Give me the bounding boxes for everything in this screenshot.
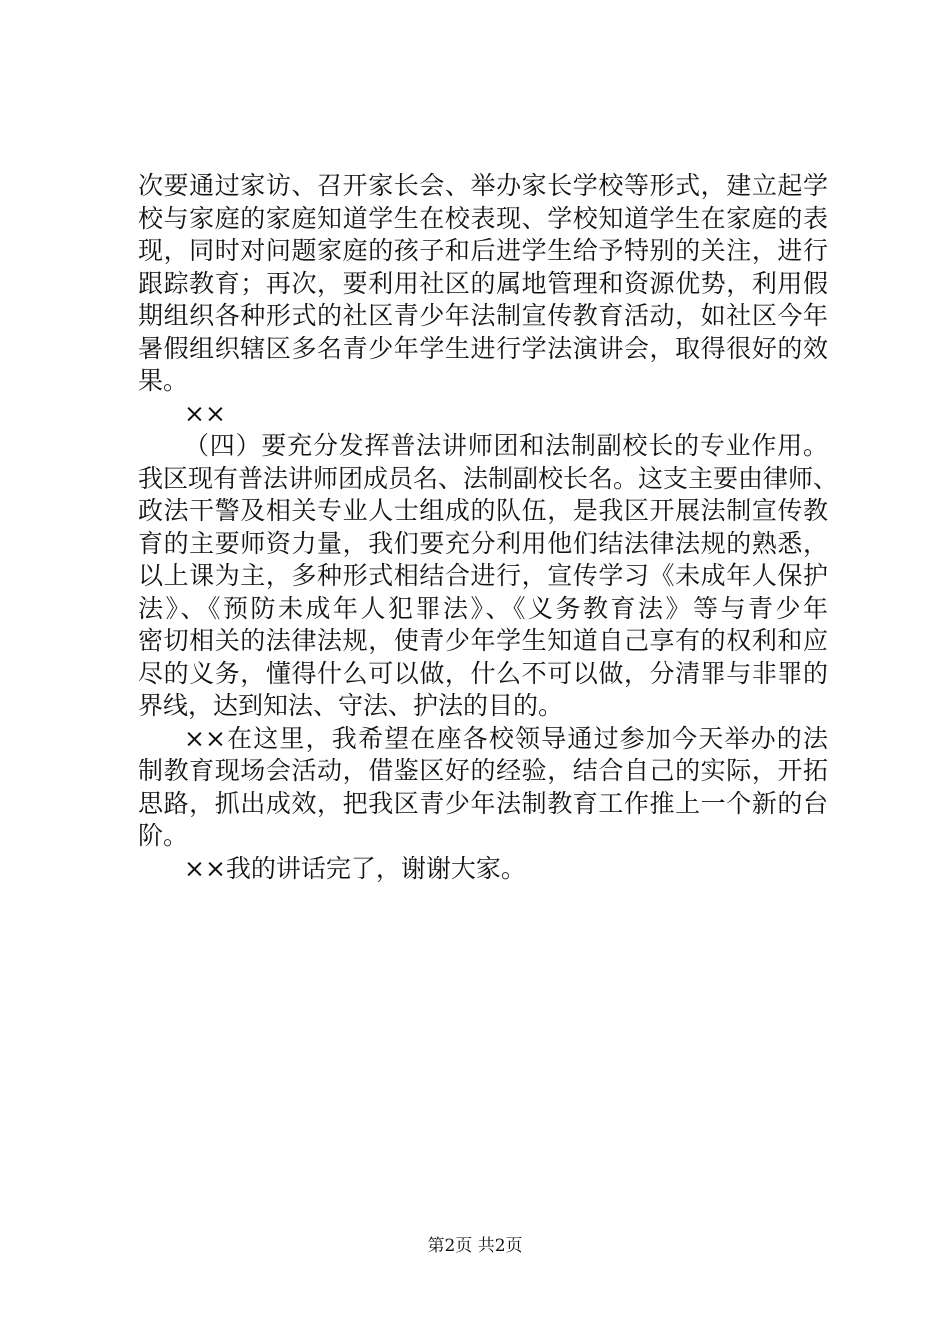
text-line: 果。 xyxy=(138,366,189,395)
text-line: 界线，达到知法、守法、护法的目的。 xyxy=(138,691,564,720)
text-line: 法》、《预防未成年人犯罪法》、《义务教育法》等与青少年 xyxy=(138,593,828,623)
text-line: 跟踪教育；再次，要利用社区的属地管理和资源优势，利用假 xyxy=(138,268,828,298)
text-line: 阶。 xyxy=(138,821,189,850)
text-line: 次要通过家访、召开家长会、举办家长学校等形式，建立起学 xyxy=(138,171,828,200)
text-line: 政法干警及相关专业人士组成的队伍，是我区开展法制宣传教 xyxy=(138,496,828,525)
text-line: 制教育现场会活动，借鉴区好的经验，结合自己的实际，开拓 xyxy=(138,756,828,785)
text-line: ××我的讲话完了，谢谢大家。 xyxy=(184,853,526,883)
text-line: 期组织各种形式的社区青少年法制宣传教育活动，如社区今年 xyxy=(138,301,828,330)
page-footer: 第2页 共2页 xyxy=(427,1236,523,1256)
text-line: 我区现有普法讲师团成员名、法制副校长名。这支主要由律师、 xyxy=(138,463,839,493)
text-line: 以上课为主，多种形式相结合进行，宣传学习《未成年人保护 xyxy=(138,561,828,590)
text-line: 暑假组织辖区多名青少年学生进行学法演讲会，取得很好的效 xyxy=(138,333,828,363)
text-line: （四）要充分发挥普法讲师团和法制副校长的专业作用。 xyxy=(184,431,828,460)
text-line: 现，同时对问题家庭的孩子和后进学生给予特别的关注，进行 xyxy=(138,236,828,265)
document-body xyxy=(138,170,839,885)
text-line: 校与家庭的家庭知道学生在校表现、学校知道学生在家庭的表 xyxy=(138,203,828,233)
text-line: 思路，抓出成效，把我区青少年法制教育工作推上一个新的台 xyxy=(138,788,828,818)
text-line: 育的主要师资力量，我们要充分利用他们结法律法规的熟悉， xyxy=(138,528,828,558)
text-line: ××在这里，我希望在座各校领导通过参加今天举办的法 xyxy=(184,723,828,753)
text-line: 尽的义务，懂得什么可以做，什么不可以做，分清罪与非罪的 xyxy=(138,658,828,688)
text-line: 密切相关的法律法规，使青少年学生知道自己享有的权利和应 xyxy=(138,626,828,655)
text-line: ×× xyxy=(184,398,226,428)
